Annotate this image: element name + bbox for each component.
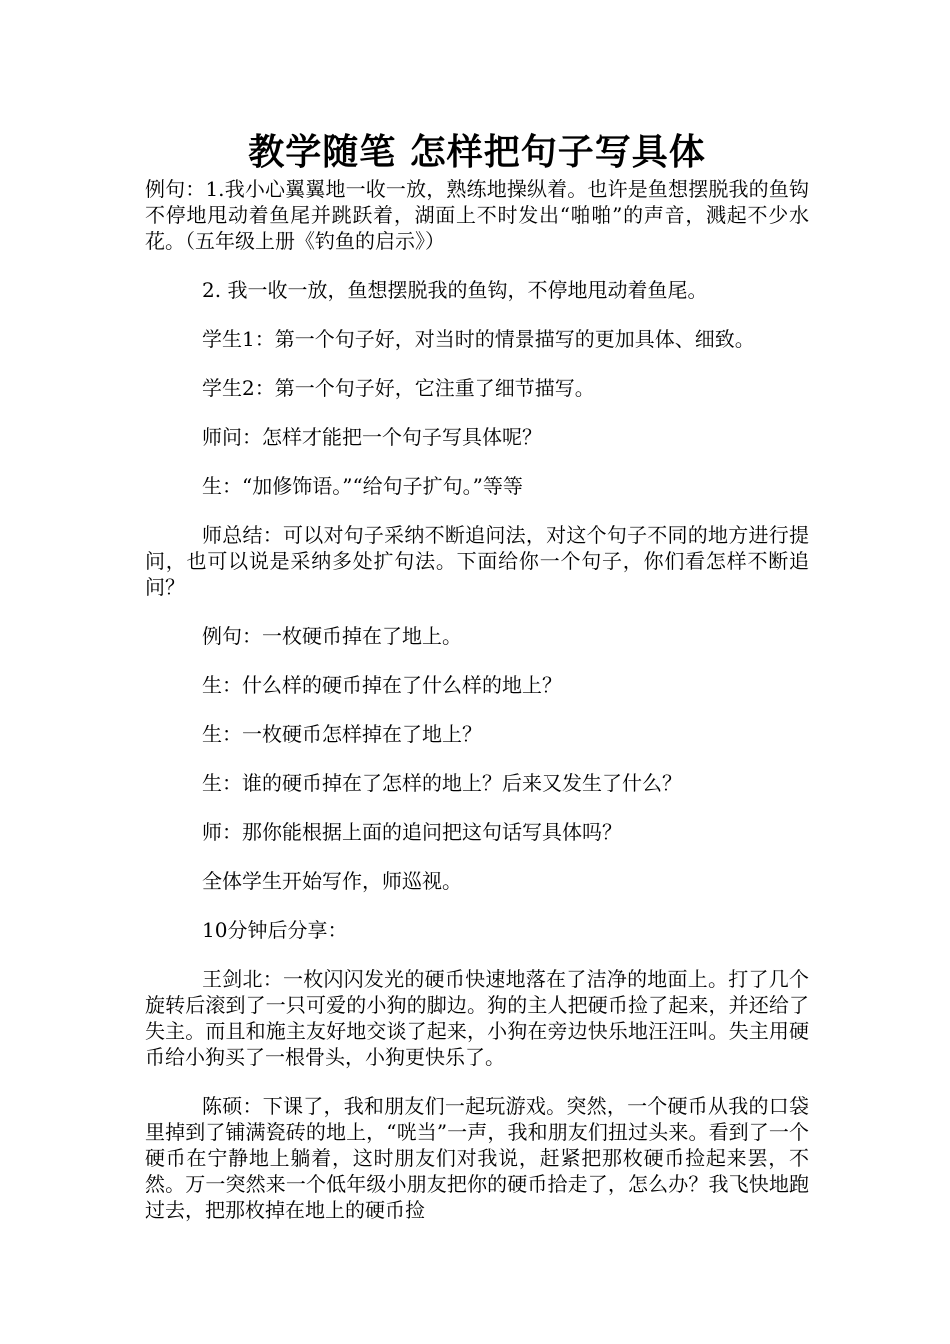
paragraph-example-sentence: 例句：一枚硬币掉在了地上。 [202,624,462,648]
paragraph-student-answer: 生：“加修饰语。”“给句子扩句。”等等 [202,474,523,498]
paragraph-chen-shuo: 陈硕：下课了，我和朋友们一起玩游戏。突然，一个硬币从我的口袋里掉到了铺满瓷砖的地上，“咣当”一声，我和朋友们扭过头来。看到了一个硬币在宁静地上躺着，这时朋友们对我说，赶紧把那枚硬币捡起来罢，不然。万一突然来一个低年级小朋友把你的硬币拾走了，怎么办？我飞快地跑过去，把那枚掉在地上的硬币捡 [145,1094,809,1222]
paragraph-wang-jianbei: 王剑北：一枚闪闪发光的硬币快速地落在了洁净的地面上。打了几个旋转后滚到了一只可爱的小狗的脚边。狗的主人把硬币捡了起来，并还给了失主。而且和施主友好地交谈了起来，小狗在旁边快乐地汪汪叫。失主用硬币给小狗买了一根骨头，小狗更快乐了。 [145,967,809,1069]
paragraph-student-2: 学生2：第一个句子好，它注重了细节描写。 [202,376,595,400]
paragraph-teacher-question: 师问：怎样才能把一个句子写具体呢？ [202,425,542,449]
paragraph-teacher-prompt: 师：那你能根据上面的追问把这句话写具体吗？ [202,820,622,844]
paragraph-share-time: 10分钟后分享： [202,918,348,942]
paragraph-teacher-summary: 师总结：可以对句子采纳不断追问法，对这个句子不同的地方进行提问，也可以说是采纳多处扩句法。下面给你一个句子，你们看怎样不断追问？ [145,523,809,599]
paragraph-example-2: 2. 我一收一放，鱼想摆脱我的鱼钩，不停地甩动着鱼尾。 [202,278,708,302]
paragraph-question-2: 生：一枚硬币怎样掉在了地上？ [202,722,482,746]
paragraph-question-1: 生：什么样的硬币掉在了什么样的地上？ [202,673,562,697]
paragraph-example-1: 例句：1.我小心翼翼地一收一放，熟练地操纵着。也许是鱼想摆脱我的鱼钩不停地甩动着鱼尾并跳跃着，湖面上不时发出“啪啪”的声音，溅起不少水花。（五年级上册《钓鱼的启示》） [145,177,809,253]
document-title: 教学随笔 怎样把句子写具体 [248,131,706,173]
paragraph-writing: 全体学生开始写作，师巡视。 [202,869,462,893]
paragraph-question-3: 生：谁的硬币掉在了怎样的地上？后来又发生了什么？ [202,771,682,795]
document-page [145,128,809,1223]
paragraph-student-1: 学生1：第一个句子好，对当时的情景描写的更加具体、细致。 [202,327,755,351]
